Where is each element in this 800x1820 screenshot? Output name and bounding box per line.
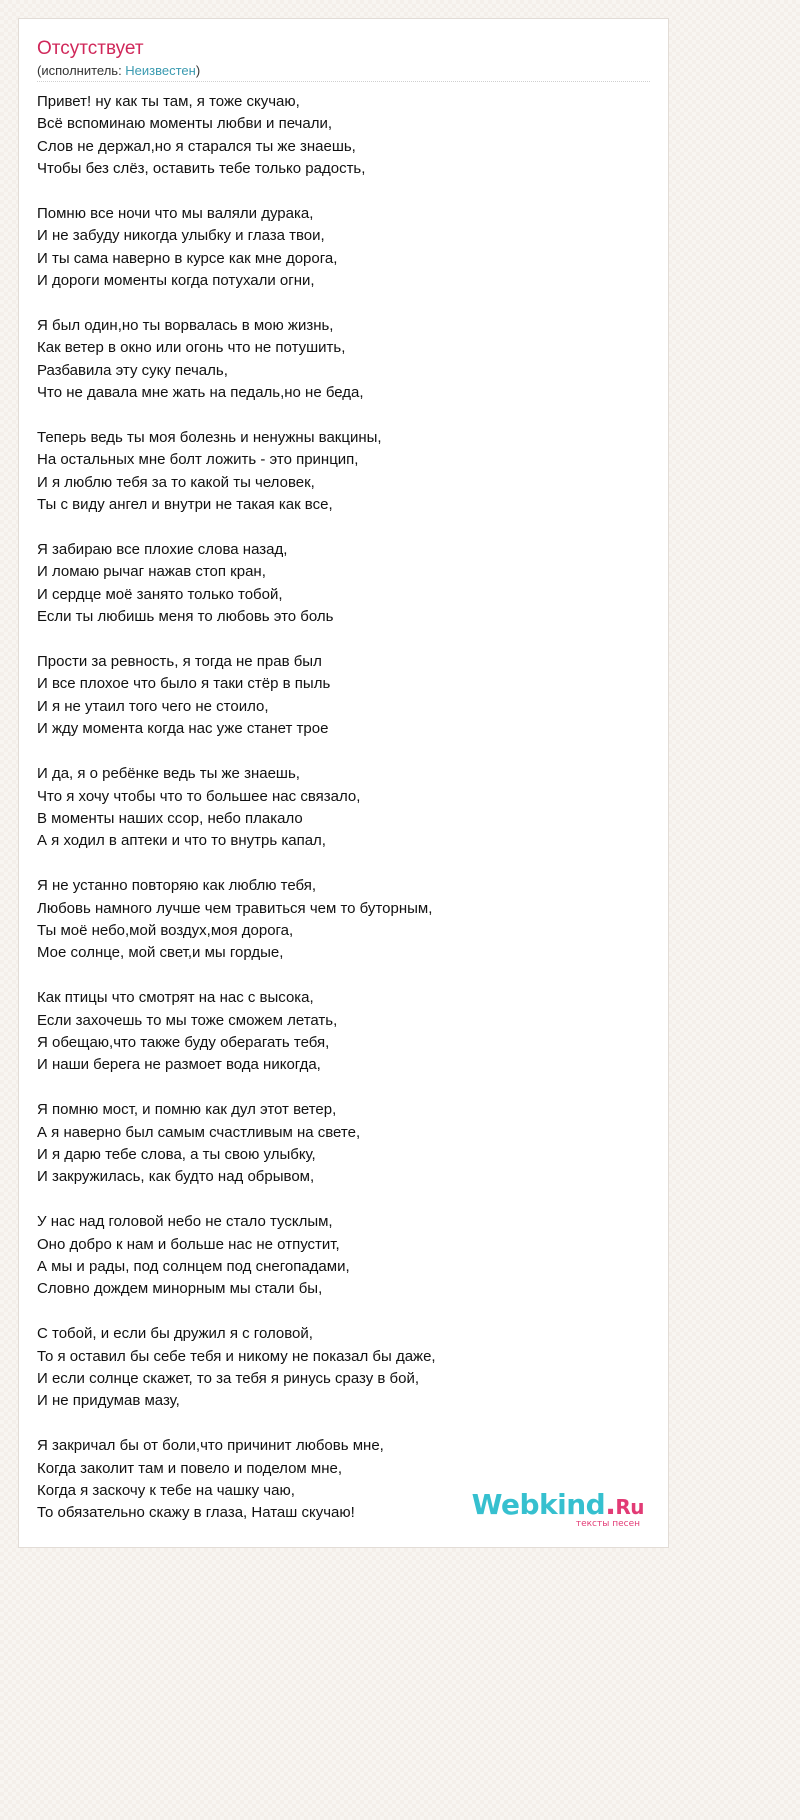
lyric-line: А я наверно был самым счастливым на свете,: [37, 1123, 361, 1141]
lyric-line: Привет! ну как ты там, я тоже скучаю,: [37, 93, 300, 110]
lyric-line: Как птицы что смотрят на нас с высока,: [37, 989, 314, 1007]
logo-tld: Ru: [615, 1495, 644, 1519]
lyric-line: И все плохое что было я таки стёр в пыль: [37, 675, 331, 693]
lyric-line: Ты моё небо,мой воздух,моя дорога,: [37, 921, 294, 939]
lyric-line: У нас над головой небо не стало тусклым,: [37, 1213, 333, 1231]
lyric-line: И жду момента когда нас уже станет трое: [37, 720, 329, 738]
lyric-line: Если ты любишь меня то любовь это боль: [37, 608, 334, 626]
lyric-stanza: [37, 427, 652, 517]
lyric-stanza: [37, 1099, 652, 1189]
lyric-stanza: [37, 987, 652, 1077]
lyric-stanza: [37, 763, 652, 853]
lyric-stanza: [37, 1323, 652, 1413]
logo-brand: Webkind: [471, 1488, 606, 1521]
lyric-line: Как ветер в окно или огонь что не потушить,: [37, 339, 346, 357]
lyric-stanza: [37, 315, 652, 405]
artist-prefix: (исполнитель:: [37, 63, 126, 78]
title-divider: [37, 81, 650, 82]
lyric-line: То я оставил бы себе тебя и никому не показал бы даже,: [37, 1347, 436, 1365]
lyric-line: Чтобы без слёз, оставить тебе только радость,: [37, 160, 366, 178]
artist-line: [37, 63, 200, 79]
logo-dot: .: [605, 1488, 616, 1521]
lyric-line: Что не давала мне жать на педаль,но не беда,: [37, 384, 364, 402]
lyric-stanza: [37, 203, 652, 293]
lyric-line: На остальных мне болт ложить - это принцип,: [37, 451, 359, 469]
lyric-line: Когда я заскочу к тебе на чашку чаю,: [37, 1482, 295, 1499]
lyric-line: И я не утаил того чего не стоило,: [37, 697, 269, 715]
artist-suffix: ): [195, 63, 201, 78]
lyric-line: И ломаю рычаг нажав стоп кран,: [37, 563, 266, 581]
lyric-line: И если солнце скажет, то за тебя я ринусь сразу в бой,: [37, 1369, 420, 1387]
lyric-line: Помню все ночи что мы валяли дурака,: [37, 205, 314, 223]
lyric-line: Слов не держал,но я старался ты же знаешь,: [37, 137, 356, 155]
artist-link[interactable]: Неизвестен: [125, 63, 196, 78]
lyric-line: Всё вспоминаю моменты любви и печали,: [37, 115, 333, 133]
lyric-line: А я ходил в аптеки и что то внутрь капал,: [37, 832, 326, 850]
logo-tagline: тексты песен: [575, 1519, 640, 1529]
lyric-line: С тобой, и если бы дружил я с головой,: [37, 1325, 313, 1343]
lyrics-card: [18, 18, 669, 1548]
lyric-line: Теперь ведь ты моя болезнь и ненужны вакцины,: [37, 429, 382, 447]
lyric-line: Я закричал бы от боли,что причинит любовь мне,: [37, 1437, 384, 1455]
lyric-line: Что я хочу чтобы что то большее нас связало,: [37, 787, 361, 805]
lyric-line: И я дарю тебе слова, а ты свою улыбку,: [37, 1145, 316, 1163]
lyric-line: И ты сама наверно в курсе как мне дорога,: [37, 249, 338, 267]
lyric-stanza: [37, 91, 652, 181]
lyric-line: И я люблю тебя за то какой ты человек,: [37, 473, 315, 491]
lyric-line: В моменты наших ссор, небо плакало: [37, 809, 303, 827]
lyric-line: Словно дождем минорным мы стали бы,: [37, 1280, 323, 1298]
logo-wordmark: [471, 1488, 644, 1521]
lyric-stanza: [37, 539, 652, 629]
lyric-line: Я помню мост, и помню как дул этот ветер,: [37, 1101, 337, 1119]
lyric-line: То обязательно скажу в глаза, Наташ скучаю!: [37, 1504, 355, 1522]
lyric-stanza: [37, 875, 652, 965]
lyric-stanza: [37, 1211, 652, 1301]
site-logo[interactable]: [471, 1488, 644, 1529]
lyrics-body: [37, 91, 652, 1547]
lyric-line: И закружилась, как будто над обрывом,: [37, 1168, 315, 1186]
lyric-line: А мы и рады, под солнцем под снегопадами,: [37, 1257, 350, 1275]
lyric-line: Я обещаю,что также буду оберагать тебя,: [37, 1033, 330, 1051]
lyric-line: И не забуду никогда улыбку и глаза твои,: [37, 227, 325, 245]
lyric-line: Оно добро к нам и больше нас не отпустит,: [37, 1235, 340, 1253]
lyric-line: Ты с виду ангел и внутри не такая как все,: [37, 496, 333, 514]
lyric-line: Я не устанно повторяю как люблю тебя,: [37, 877, 317, 895]
lyric-line: И дороги моменты когда потухали огни,: [37, 272, 315, 290]
lyric-line: Разбавила эту суку печаль,: [37, 361, 228, 379]
lyric-stanza: [37, 651, 652, 741]
song-title: Отсутствует: [37, 38, 144, 59]
lyric-line: Я забираю все плохие слова назад,: [37, 541, 288, 559]
lyric-line: Любовь намного лучше чем травиться чем то буторным,: [37, 899, 433, 917]
lyric-line: И сердце моё занято только тобой,: [37, 585, 283, 603]
lyric-line: Когда заколит там и повело и поделом мне,: [37, 1459, 343, 1477]
lyric-line: Если захочешь то мы тоже сможем летать,: [37, 1011, 338, 1029]
lyric-line: Мое солнце, мой свет,и мы гордые,: [37, 944, 284, 962]
lyric-line: И наши берега не размоет вода никогда,: [37, 1056, 321, 1074]
lyric-line: И не придумав мазу,: [37, 1392, 180, 1410]
lyric-line: Прости за ревность, я тогда не прав был: [37, 653, 322, 671]
lyric-line: И да, я о ребёнке ведь ты же знаешь,: [37, 765, 300, 783]
lyric-line: Я был один,но ты ворвалась в мою жизнь,: [37, 317, 334, 335]
